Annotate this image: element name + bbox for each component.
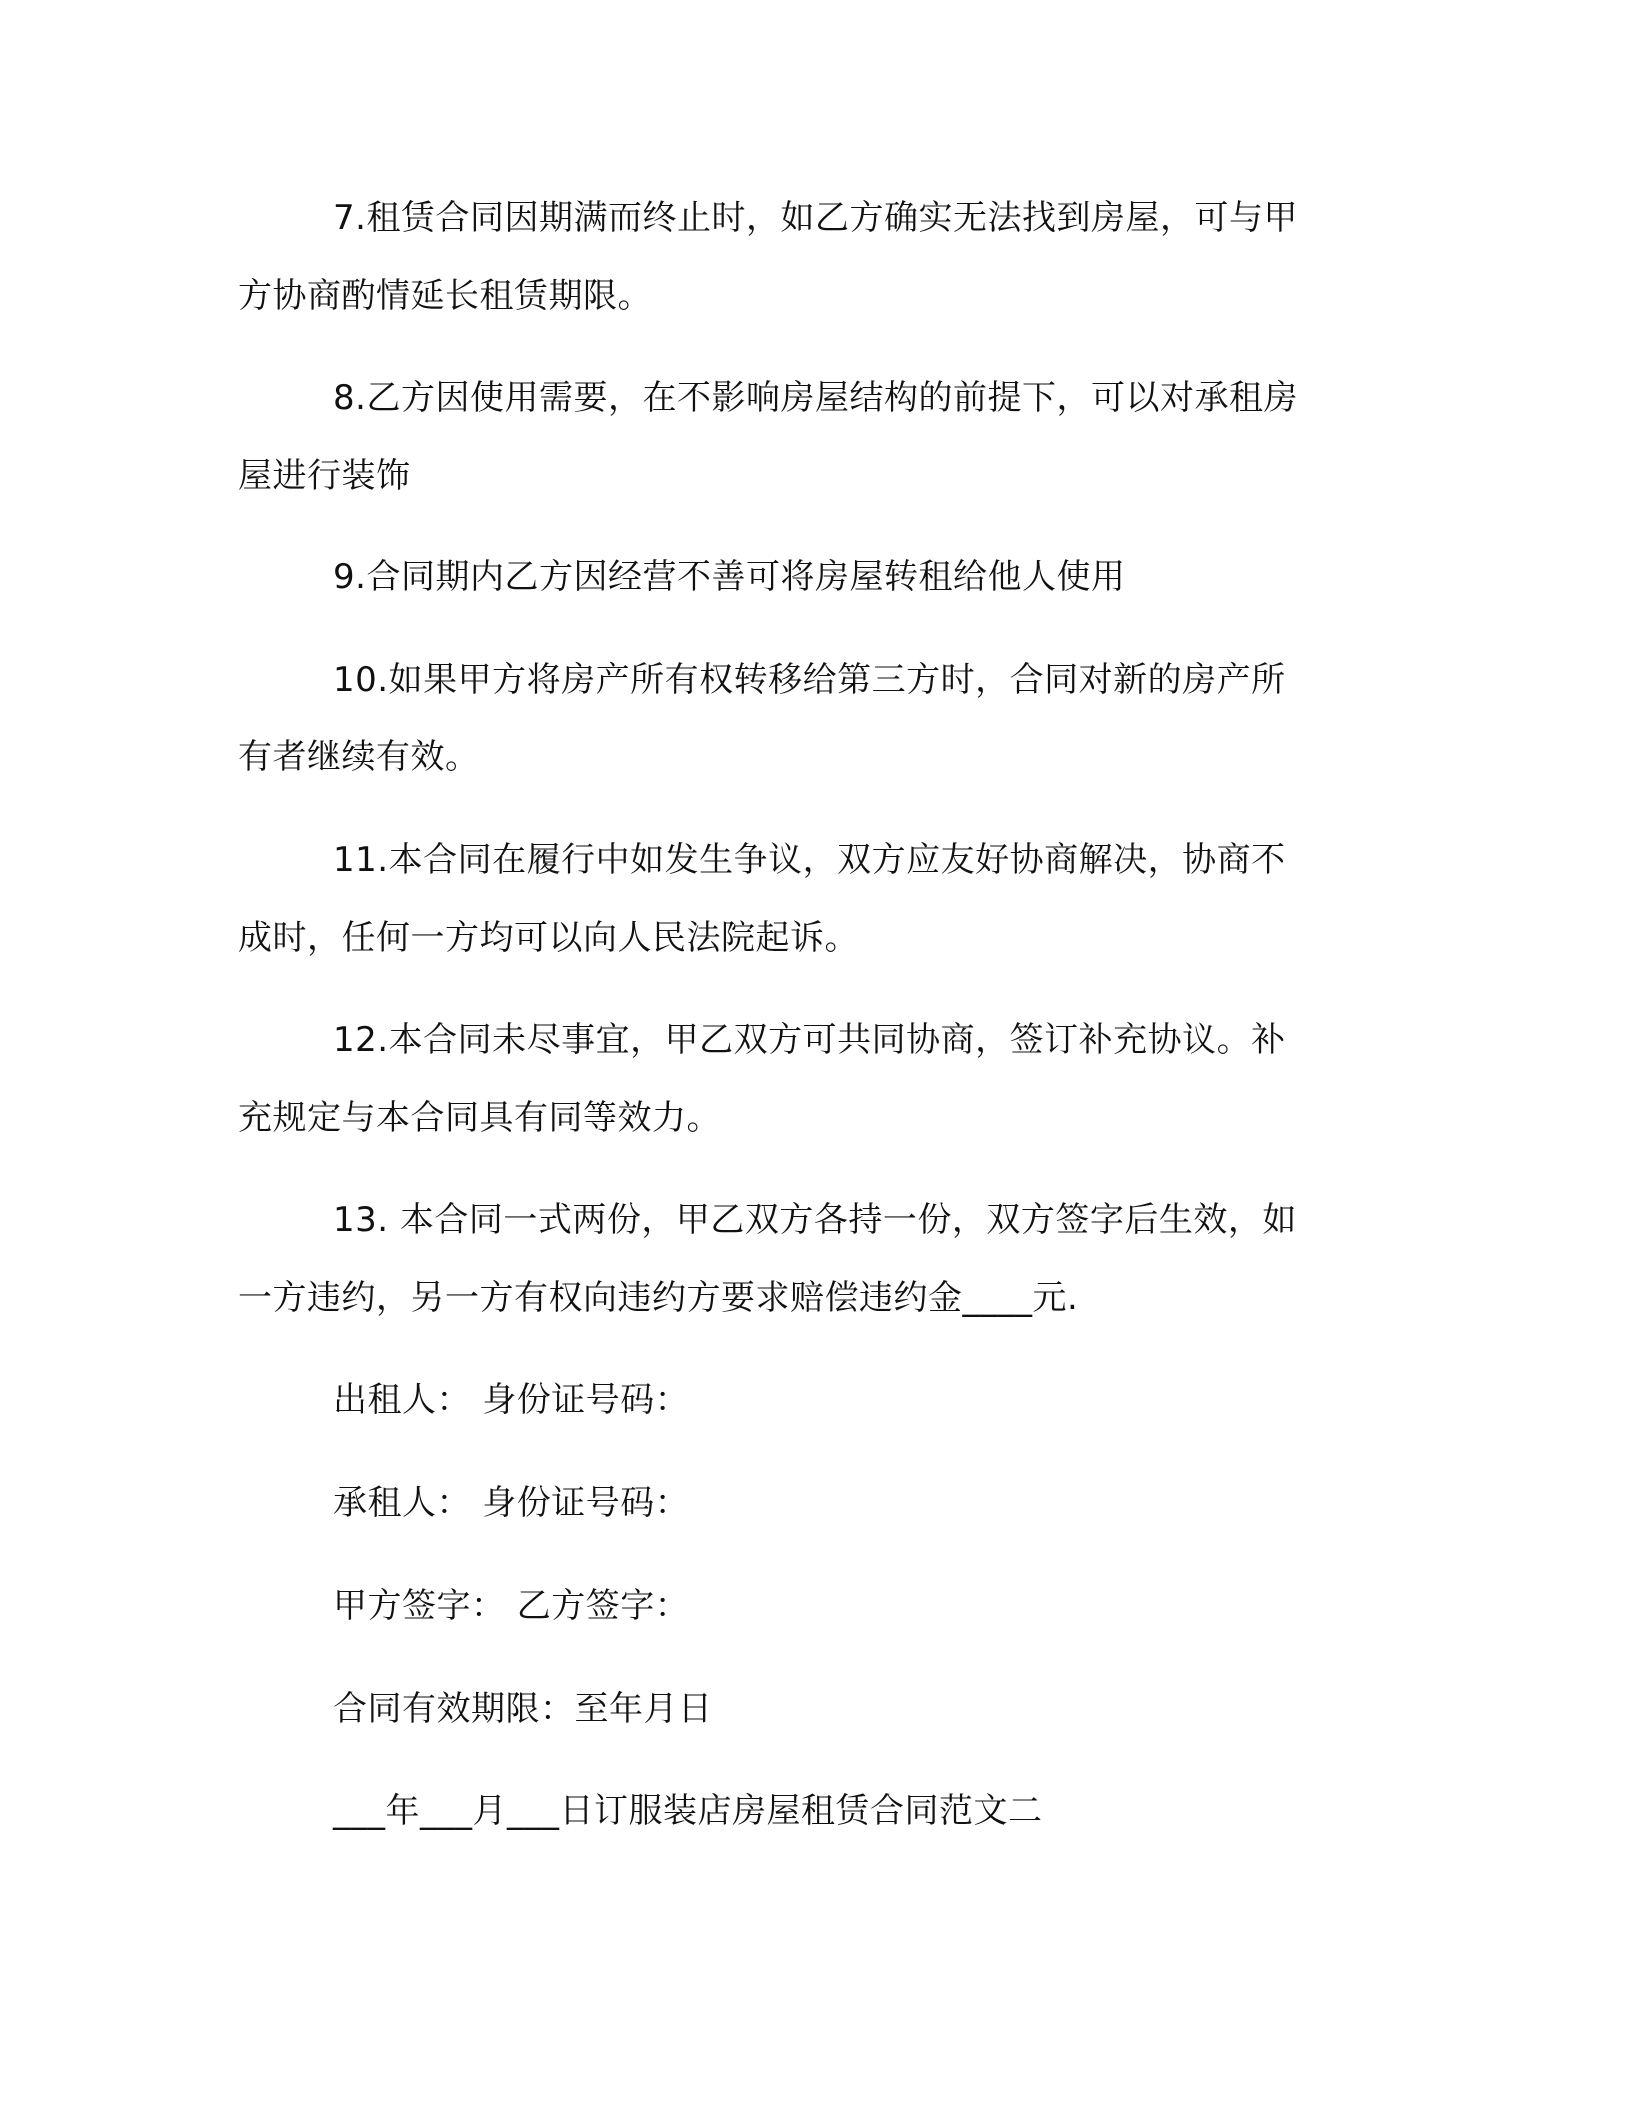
signatures-line: 甲方签字： 乙方签字： <box>333 1586 690 1626</box>
lessee-line: 承租人： 身份证号码： <box>333 1483 690 1523</box>
contract-term-line: 合同有效期限：至年月日 <box>333 1689 713 1729</box>
clause-13-line-1: 13. 本合同一式两份，甲乙双方各持一份，双方签字后生效，如 <box>333 1200 1297 1240</box>
clause-13-line-2: 一方违约，另一方有权向违约方要求赔偿违约金____元. <box>238 1278 1079 1318</box>
lessor-line: 出租人： 身份证号码： <box>333 1380 690 1420</box>
clause-7-line-1: 7.租赁合同因期满而终止时，如乙方确实无法找到房屋，可与甲 <box>333 198 1298 238</box>
clause-12-line-2: 充规定与本合同具有同等效力。 <box>238 1098 721 1138</box>
clause-10-line-2: 有者继续有效。 <box>238 737 480 777</box>
clause-9-line-1: 9.合同期内乙方因经营不善可将房屋转租给他人使用 <box>333 557 1126 597</box>
clause-11-line-1: 11.本合同在履行中如发生争议，双方应友好协商解决，协商不 <box>333 840 1286 880</box>
clause-7-line-2: 方协商酌情延长租赁期限。 <box>238 276 652 316</box>
clause-12-line-1: 12.本合同未尽事宜，甲乙双方可共同协商，签订补充协议。补 <box>333 1020 1286 1060</box>
clause-11-line-2: 成时，任何一方均可以向人民法院起诉。 <box>238 918 859 958</box>
clause-8-line-2: 屋进行装饰 <box>238 456 411 496</box>
clause-8-line-1: 8.乙方因使用需要，在不影响房屋结构的前提下，可以对承租房 <box>333 378 1298 418</box>
date-and-next-title-line: ___年___月___日订服装店房屋租赁合同范文二 <box>333 1791 1043 1831</box>
clause-10-line-1: 10.如果甲方将房产所有权转移给第三方时，合同对新的房产所 <box>333 660 1286 700</box>
